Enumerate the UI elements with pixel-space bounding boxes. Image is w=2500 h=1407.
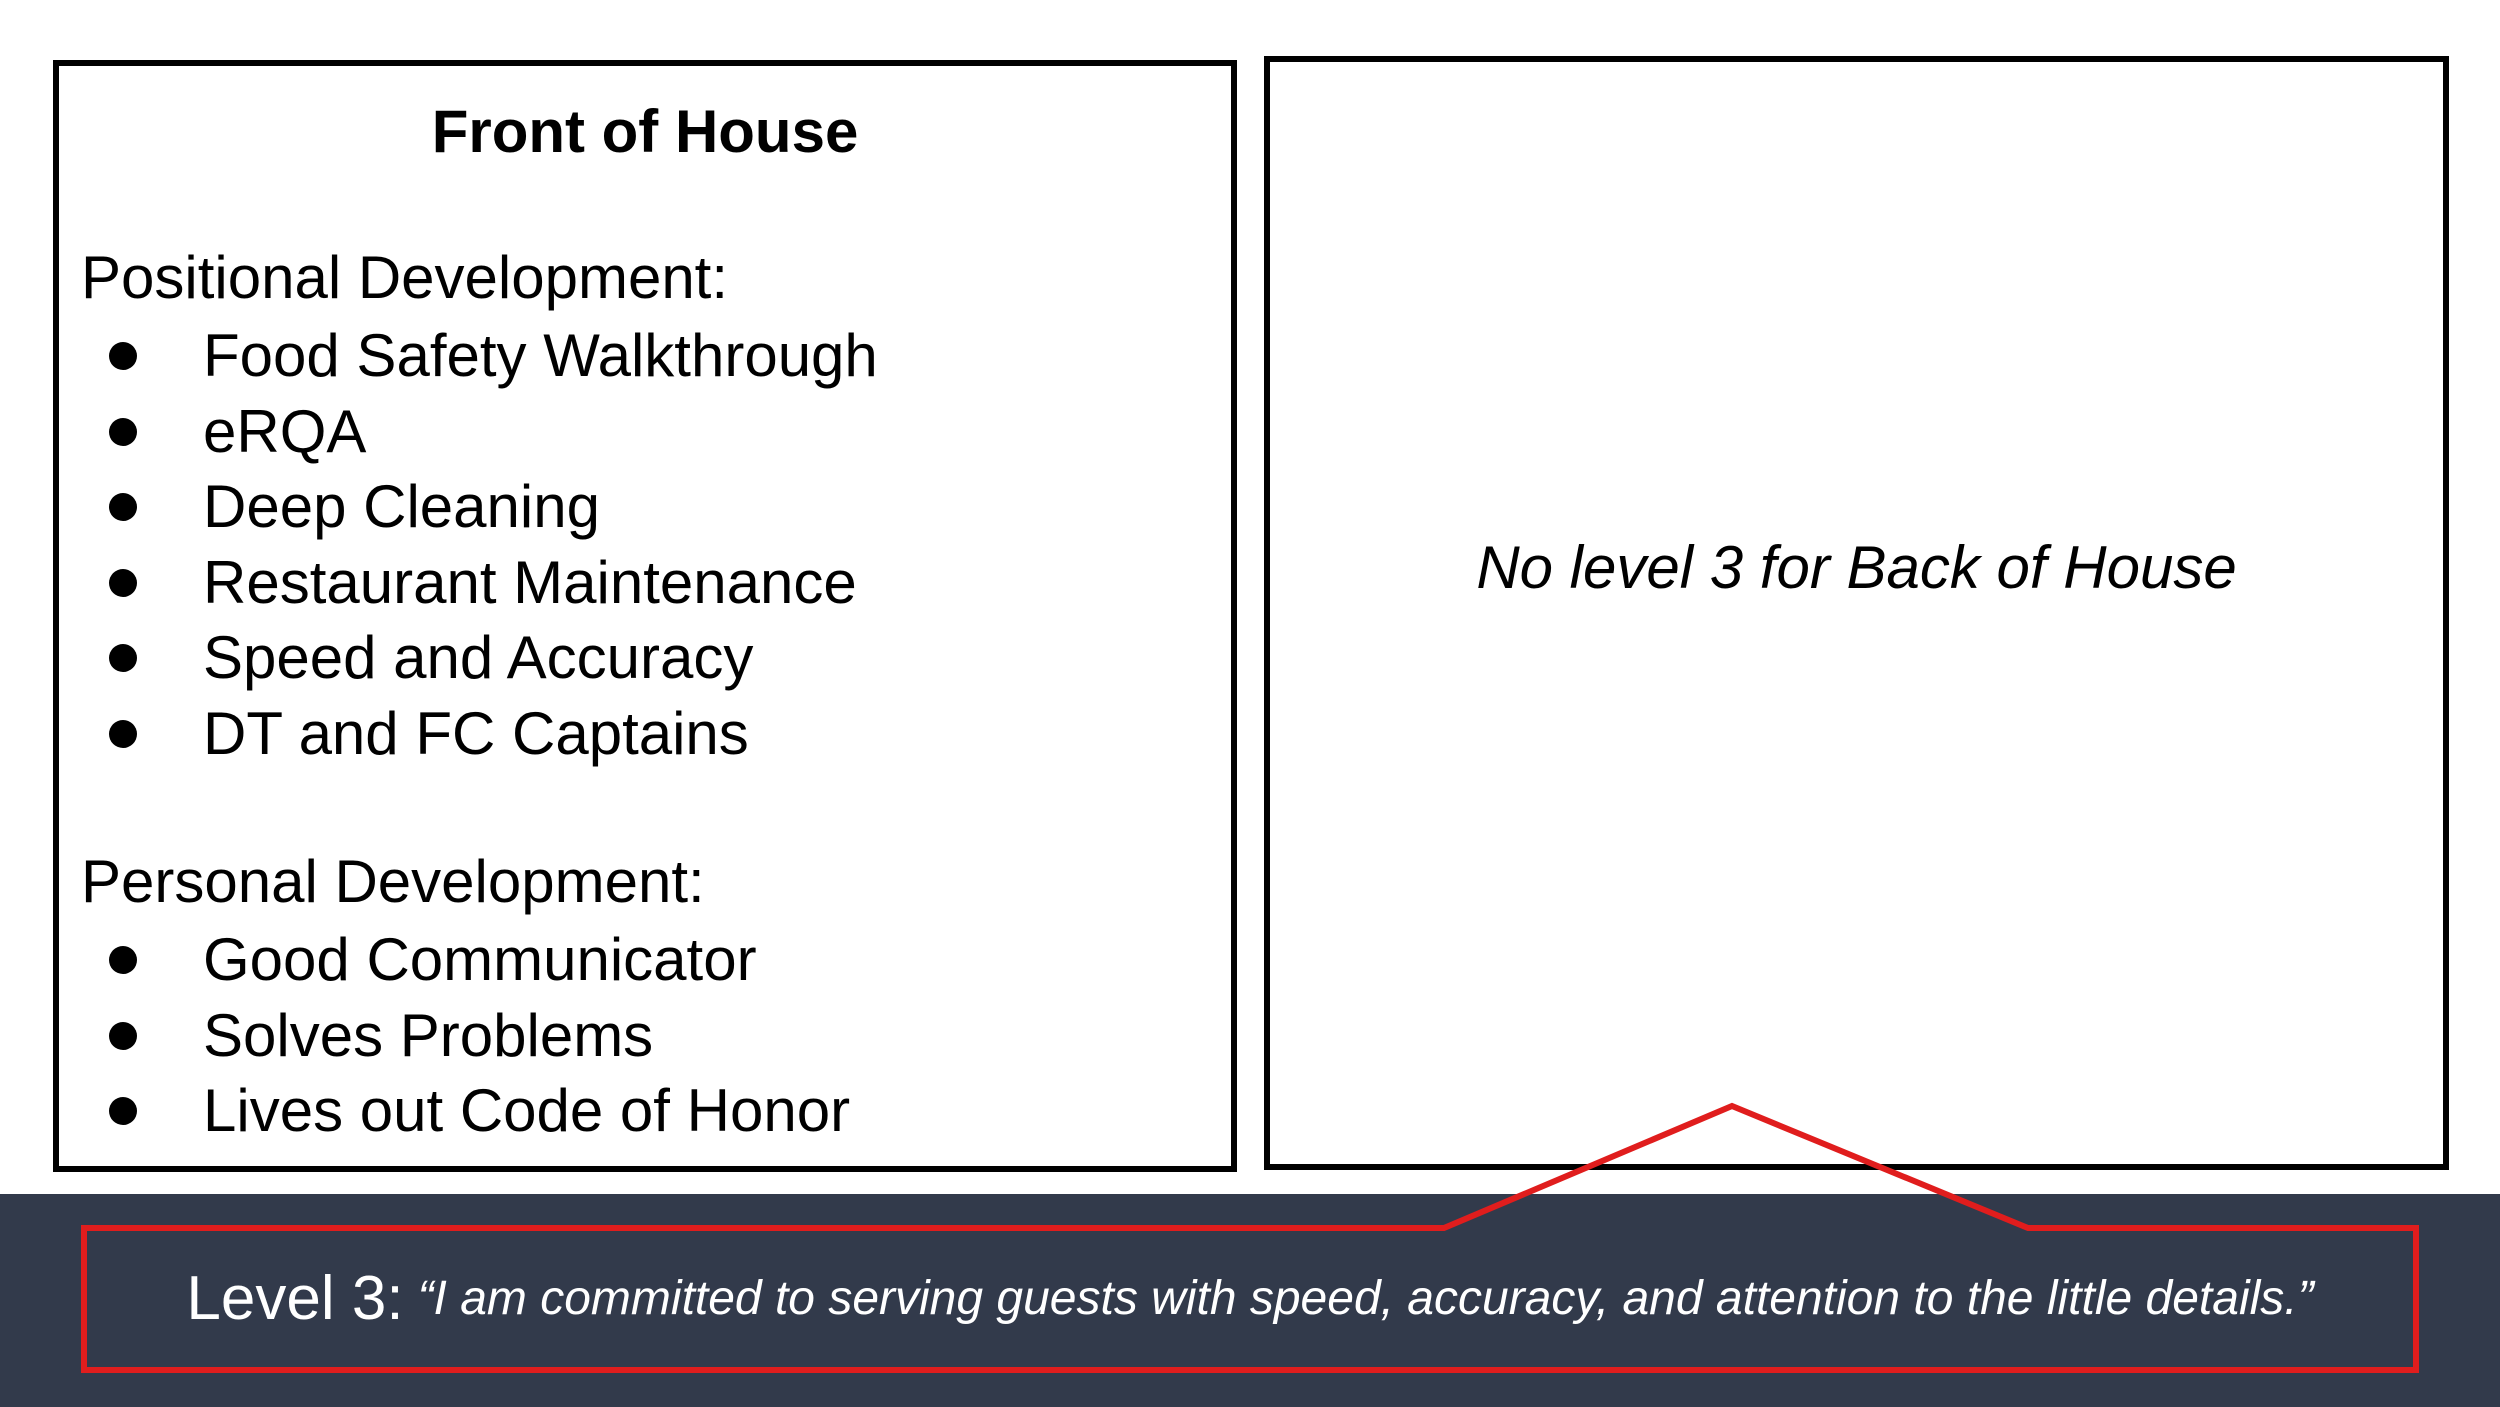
personal-development-heading: Personal Development: (81, 848, 705, 915)
list-item-text: DT and FC Captains (203, 699, 749, 767)
level-label: Level 3: (186, 1263, 404, 1333)
back-of-house-panel (1264, 56, 2449, 1170)
front-of-house-title: Front of House (431, 98, 859, 165)
bullet-icon (109, 946, 137, 974)
bullet-icon (109, 1022, 137, 1050)
front-of-house-panel (53, 60, 1237, 1172)
list-item-text: Restaurant Maintenance (203, 548, 857, 616)
bullet-icon (109, 1097, 137, 1125)
back-of-house-note: No level 3 for Back of House (1476, 534, 2237, 601)
level-quote: “I am committed to serving guests with speed, accuracy, and attention to the little details.” (417, 1271, 2314, 1325)
list-item-text: Good Communicator (203, 926, 757, 993)
list-item-text: Speed and Accuracy (203, 624, 754, 691)
level-statement (84, 1226, 2416, 1370)
list-item-text: Lives out Code of Honor (203, 1077, 851, 1144)
list-item-text: eRQA (203, 397, 367, 465)
list-item-text: Food Safety Walkthrough (203, 322, 878, 389)
bullet-icon (109, 720, 137, 748)
bullet-icon (109, 644, 137, 672)
bullet-icon (109, 493, 137, 521)
bullet-icon (109, 418, 137, 446)
bullet-icon (109, 569, 137, 597)
list-item-text: Solves Problems (203, 1001, 654, 1069)
bullet-icon (109, 342, 137, 370)
list-item-text: Deep Cleaning (203, 473, 600, 540)
positional-development-heading: Positional Development: (81, 244, 729, 311)
